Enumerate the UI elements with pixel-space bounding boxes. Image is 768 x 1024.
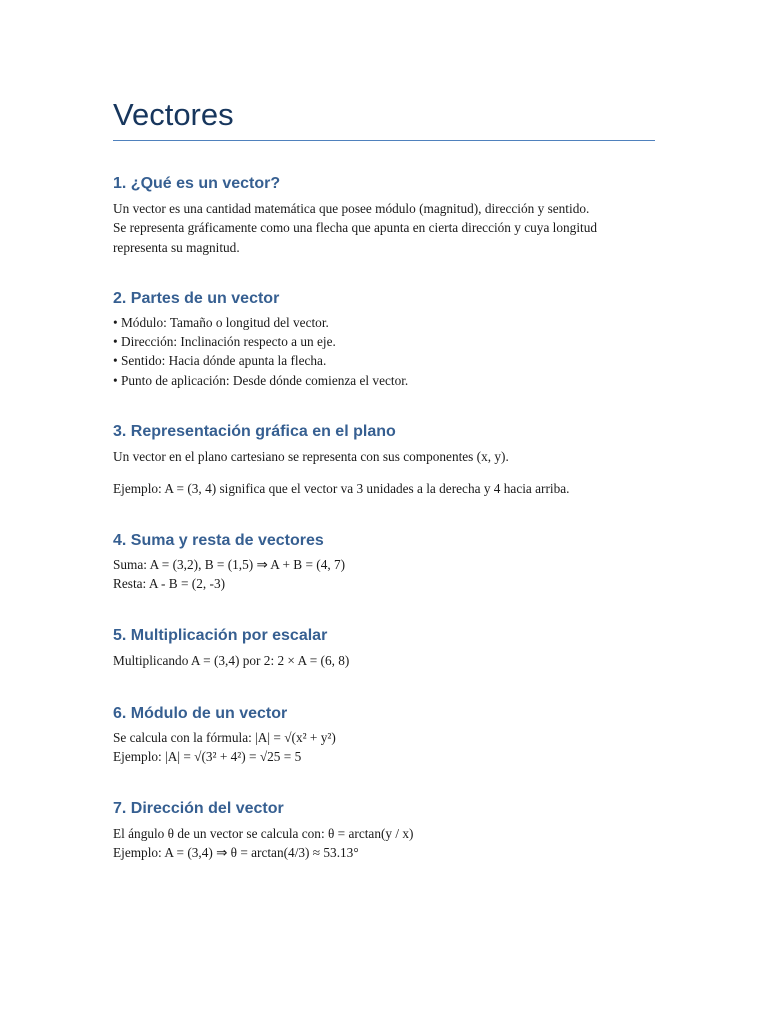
paragraph-line: Un vector es una cantidad matemática que posee módulo (magnitud), dirección y sentido. — [113, 201, 590, 216]
paragraph-line: Se representa gráficamente como una flecha que apunta en cierta dirección y cuya longitud — [113, 220, 598, 236]
paragraph-line: Suma: A = (3,2), B = (1,5) ⇒ A + B = (4, 7) — [113, 556, 346, 572]
section-what-is-a-vector — [113, 174, 655, 257]
paragraph-line: Multiplicando A = (3,4) por 2: 2 × A = (6, 8) — [113, 653, 350, 669]
paragraph-line: Ejemplo: A = (3,4) ⇒ θ = arctan(4/3) ≈ 53.13° — [113, 845, 359, 861]
section-heading: 2. Partes de un vector — [113, 289, 280, 307]
list-item: • Módulo: Tamaño o longitud del vector. — [113, 314, 329, 330]
list-item: • Dirección: Inclinación respecto a un eje. — [113, 334, 336, 350]
paragraph-spacer — [113, 466, 655, 479]
list-item: • Punto de aplicación: Desde dónde comienza el vector. — [113, 372, 409, 388]
section-heading: 7. Dirección del vector — [113, 800, 284, 818]
section-vector-direction — [113, 799, 655, 863]
paragraph-line: Se calcula con la fórmula: |A| = √(x² + y²) — [113, 729, 336, 745]
paragraph-line: Ejemplo: A = (3, 4) significa que el vector va 3 unidades a la derecha y 4 hacia arriba. — [113, 481, 570, 497]
paragraph-line: El ángulo θ de un vector se calcula con: θ = arctan(y / x) — [113, 826, 414, 842]
section-vector-magnitude — [113, 704, 655, 767]
paragraph-line: Un vector en el plano cartesiano se representa con sus componentes (x, y). — [113, 449, 509, 465]
section-sum-and-difference — [113, 531, 655, 594]
section-heading: 4. Suma y resta de vectores — [113, 531, 324, 549]
section-heading: 6. Módulo de un vector — [113, 704, 288, 722]
section-heading: 1. ¿Qué es un vector? — [113, 175, 281, 192]
paragraph-line: Ejemplo: |A| = √(3² + 4²) = √25 = 5 — [113, 748, 302, 764]
section-heading: 5. Multiplicación por escalar — [113, 627, 328, 645]
list-item: • Sentido: Hacia dónde apunta la flecha. — [113, 353, 327, 369]
paragraph-line: representa su magnitud. — [113, 239, 240, 255]
document-title: Vectores — [113, 0, 655, 141]
section-heading: 3. Representación gráfica en el plano — [113, 423, 396, 441]
section-scalar-multiplication — [113, 626, 655, 670]
section-graphic-representation — [113, 422, 655, 499]
paragraph-line: Resta: A - B = (2, -3) — [113, 575, 226, 591]
section-vector-parts — [113, 289, 655, 390]
document-page — [113, 0, 655, 863]
